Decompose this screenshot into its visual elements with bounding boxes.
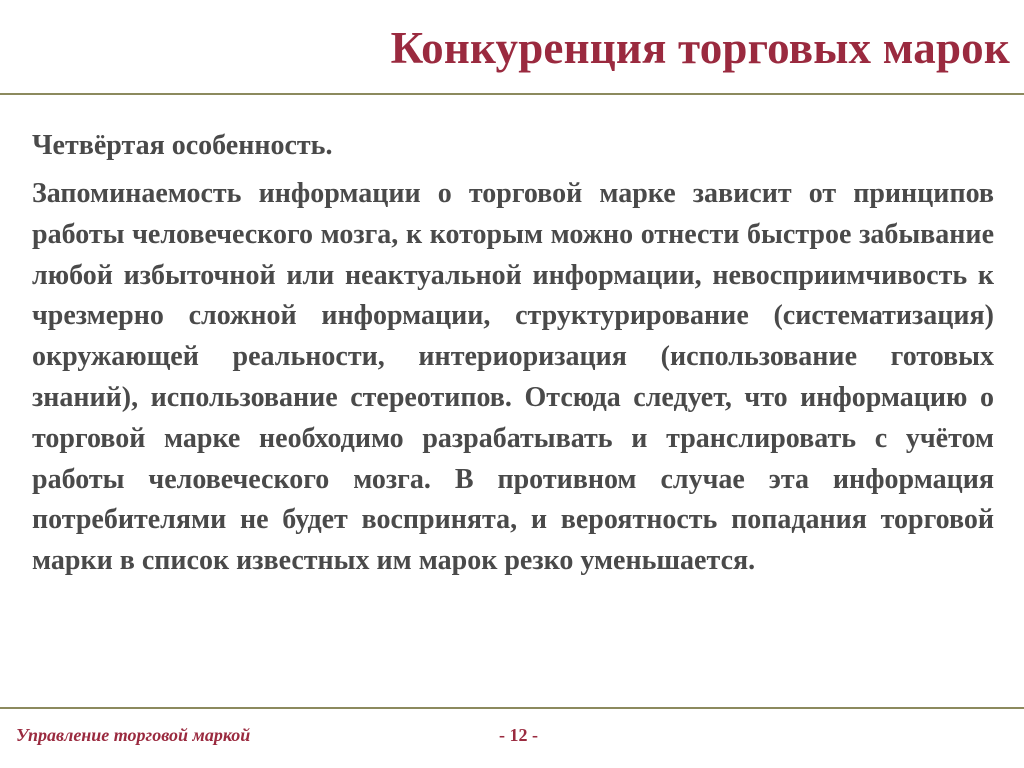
slide-content <box>32 126 994 582</box>
page-number: - 12 - <box>499 725 538 745</box>
title-divider <box>0 93 1024 95</box>
footer-course-title: Управление торговой маркой <box>16 725 251 745</box>
slide-title: Конкуренция торговых марок <box>390 23 1010 73</box>
footer-divider <box>0 707 1024 709</box>
subheading: Четвёртая особенность. <box>32 130 333 161</box>
body-paragraph: Запоминаемость информации о торговой марке зависит от принципов работы человеческого мозга, к которым можно отнести быстрое забывание любой избыточной или неактуальной информации, невосприимчивость к чрезмерно сложной информации, структурирование (систематизация) окружающей реальности, интериоризация (использование готовых знаний), использование стереотипов. Отсюда следует, что информацию о торговой марке необходимо разрабатывать и транслировать с учётом работы человеческого мозга. В противном случае эта информация потребителями не будет воспринята, и вероятность попадания торговой марки в список известных им марок резко уменьшается. <box>32 178 994 577</box>
